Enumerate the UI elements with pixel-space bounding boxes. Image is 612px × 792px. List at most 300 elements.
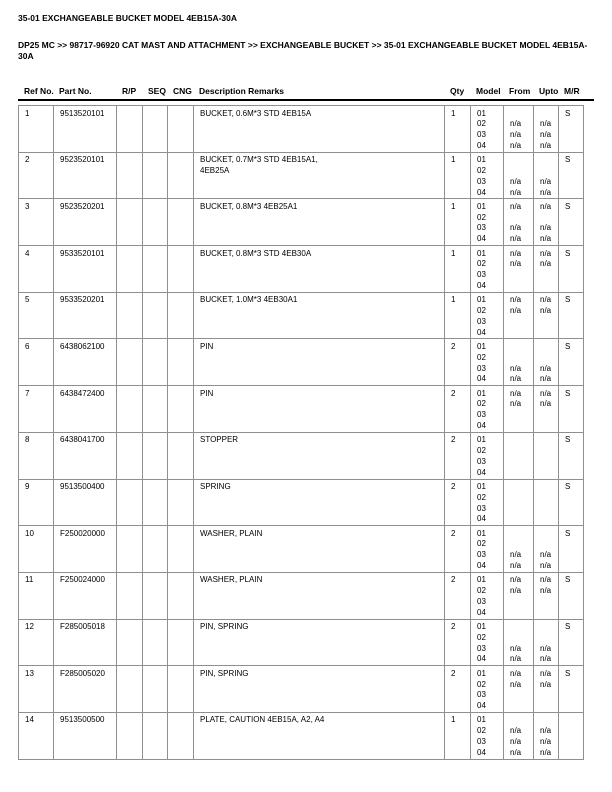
from-cell <box>504 619 534 666</box>
cng-cell <box>168 106 194 153</box>
upto-value <box>540 213 557 224</box>
seq-value <box>149 155 166 166</box>
from-value: n/a <box>510 747 522 757</box>
from-value <box>510 608 532 619</box>
mr-value: S <box>565 435 571 445</box>
rp-value <box>123 109 141 120</box>
mr-cell <box>559 199 584 246</box>
cng-value <box>174 389 192 400</box>
from-cell <box>504 246 534 293</box>
upto-value: n/a <box>540 586 552 596</box>
rp-cell <box>117 666 143 713</box>
upto-cell <box>534 619 559 666</box>
part-value: F285005018 <box>60 622 105 632</box>
from-cell <box>504 199 534 246</box>
model-value: 02 <box>477 586 486 596</box>
cng-value <box>174 435 192 446</box>
model-value: 03 <box>477 737 486 747</box>
ref-cell <box>19 479 54 526</box>
from-value <box>510 514 532 525</box>
desc-cell <box>194 526 445 573</box>
from-value <box>510 435 532 446</box>
rp-cell <box>117 479 143 526</box>
from-value: n/a <box>510 176 522 186</box>
upto-value <box>540 701 557 712</box>
rp-value <box>123 202 141 213</box>
from-value: n/a <box>510 374 522 384</box>
seq-cell <box>143 339 168 386</box>
from-value <box>510 281 532 292</box>
desc-cell <box>194 572 445 619</box>
upto-value: n/a <box>540 747 552 757</box>
desc-cell <box>194 619 445 666</box>
upto-value <box>540 446 557 457</box>
from-value <box>510 482 532 493</box>
model-value: 01 <box>477 388 486 398</box>
mr-value: S <box>565 622 571 632</box>
cng-cell <box>168 666 194 713</box>
cng-value <box>174 622 192 633</box>
table-row <box>19 432 584 479</box>
seq-cell <box>143 386 168 433</box>
upto-value <box>540 529 557 540</box>
qty-value: 1 <box>451 155 456 165</box>
rp-value <box>123 669 141 680</box>
cng-value <box>174 342 192 353</box>
from-cell <box>504 292 534 339</box>
rp-value <box>123 482 141 493</box>
rp-value <box>123 249 141 260</box>
desc-cell <box>194 666 445 713</box>
upto-value <box>540 597 557 608</box>
upto-value: n/a <box>540 259 552 269</box>
column-header-model: Model <box>476 86 501 96</box>
column-header-mr: M/R <box>564 86 580 96</box>
model-value: 04 <box>477 234 486 244</box>
cng-cell <box>168 712 194 759</box>
from-value: n/a <box>510 130 522 140</box>
model-value: 02 <box>477 165 486 175</box>
seq-cell <box>143 106 168 153</box>
from-value <box>510 622 532 633</box>
mr-value: S <box>565 341 571 351</box>
desc-value: BUCKET, 0.8M*3 STD 4EB30A <box>200 248 312 258</box>
upto-value: n/a <box>540 550 552 560</box>
seq-value <box>149 249 166 260</box>
model-value: 03 <box>477 176 486 186</box>
model-value: 01 <box>477 108 486 118</box>
cng-cell <box>168 619 194 666</box>
part-value: 6438041700 <box>60 435 105 445</box>
model-value: 02 <box>477 212 486 222</box>
qty-cell <box>445 479 471 526</box>
upto-value: n/a <box>540 679 552 689</box>
from-value: n/a <box>510 259 522 269</box>
qty-cell <box>445 199 471 246</box>
from-value: n/a <box>510 388 522 398</box>
ref-value: 7 <box>25 388 30 398</box>
model-cell <box>471 106 504 153</box>
mr-cell <box>559 292 584 339</box>
model-value: 03 <box>477 130 486 140</box>
mr-cell <box>559 619 584 666</box>
desc-value: BUCKET, 0.8M*3 4EB25A1 <box>200 201 298 211</box>
qty-cell <box>445 712 471 759</box>
seq-value <box>149 715 166 726</box>
from-value <box>510 701 532 712</box>
ref-value: 4 <box>25 248 30 258</box>
seq-value <box>149 529 166 540</box>
qty-value: 2 <box>451 482 456 491</box>
mr-value: S <box>565 108 571 118</box>
from-cell <box>504 432 534 479</box>
ref-value: 10 <box>25 528 34 538</box>
column-header-qty: Qty <box>450 86 465 96</box>
from-value: n/a <box>510 223 522 233</box>
ref-cell <box>19 572 54 619</box>
upto-value <box>540 457 557 468</box>
upto-value <box>540 109 557 120</box>
model-value: 01 <box>477 668 486 678</box>
from-value <box>510 213 532 224</box>
ref-value: 12 <box>25 622 34 632</box>
from-value <box>510 410 532 421</box>
from-value <box>510 597 532 608</box>
ref-cell <box>19 386 54 433</box>
from-value: n/a <box>510 140 522 150</box>
ref-cell <box>19 106 54 153</box>
cng-cell <box>168 432 194 479</box>
upto-value: n/a <box>540 201 552 211</box>
part-cell <box>54 666 117 713</box>
ref-value: 1 <box>25 108 30 118</box>
part-cell <box>54 432 117 479</box>
rp-value <box>123 529 141 540</box>
ref-value: 3 <box>25 201 30 211</box>
desc-value: BUCKET, 0.6M*3 STD 4EB15A <box>200 108 312 118</box>
rp-value <box>123 575 141 586</box>
from-value: n/a <box>510 295 522 305</box>
from-value: n/a <box>510 737 522 747</box>
upto-value: n/a <box>540 561 552 571</box>
upto-cell <box>534 526 559 573</box>
from-value: n/a <box>510 550 522 560</box>
mr-cell <box>559 572 584 619</box>
model-value: 02 <box>477 679 486 689</box>
cng-cell <box>168 526 194 573</box>
model-value: 03 <box>477 223 486 233</box>
part-value: 9513500500 <box>60 715 105 725</box>
model-value: 01 <box>477 575 486 585</box>
upto-value <box>540 493 557 504</box>
from-value <box>510 109 532 120</box>
model-value: 02 <box>477 446 486 456</box>
model-cell <box>471 199 504 246</box>
upto-cell <box>534 572 559 619</box>
cng-cell <box>168 199 194 246</box>
qty-cell <box>445 386 471 433</box>
model-value: 04 <box>477 187 486 197</box>
from-value <box>510 270 532 281</box>
model-value: 04 <box>477 701 486 711</box>
model-value: 02 <box>477 492 486 502</box>
model-value: 01 <box>477 155 486 165</box>
from-cell <box>504 339 534 386</box>
from-value <box>510 690 532 701</box>
model-value: 02 <box>477 352 486 362</box>
desc-cell <box>194 199 445 246</box>
upto-value: n/a <box>540 295 552 305</box>
upto-value: n/a <box>540 140 552 150</box>
from-value: n/a <box>510 234 522 244</box>
model-value: 02 <box>477 539 486 549</box>
from-cell <box>504 479 534 526</box>
cng-value <box>174 249 192 260</box>
upto-value <box>540 328 557 339</box>
from-cell <box>504 666 534 713</box>
column-header-seq: SEQ <box>148 86 166 96</box>
upto-value <box>540 514 557 525</box>
model-value: 03 <box>477 456 486 466</box>
ref-value: 13 <box>25 668 34 678</box>
table-row <box>19 339 584 386</box>
part-cell <box>54 339 117 386</box>
model-value: 04 <box>477 374 486 384</box>
model-cell <box>471 572 504 619</box>
upto-value: n/a <box>540 223 552 233</box>
column-header-part: Part No. <box>59 86 92 96</box>
desc-value: SPRING <box>200 482 231 491</box>
upto-value <box>540 421 557 432</box>
from-value <box>510 468 532 479</box>
seq-value <box>149 389 166 400</box>
upto-cell <box>534 386 559 433</box>
part-cell <box>54 199 117 246</box>
seq-value <box>149 202 166 213</box>
part-cell <box>54 152 117 199</box>
upto-cell <box>534 246 559 293</box>
table-row <box>19 479 584 526</box>
ref-cell <box>19 526 54 573</box>
from-value <box>510 539 532 550</box>
model-value: 04 <box>477 280 486 290</box>
upto-value <box>540 353 557 364</box>
model-cell <box>471 339 504 386</box>
from-value <box>510 457 532 468</box>
desc-cell <box>194 479 445 526</box>
model-value: 03 <box>477 550 486 560</box>
from-cell <box>504 152 534 199</box>
upto-cell <box>534 666 559 713</box>
part-value: F285005020 <box>60 668 105 678</box>
from-value <box>510 529 532 540</box>
model-value: 02 <box>477 726 486 736</box>
qty-value: 1 <box>451 715 456 725</box>
upto-value <box>540 410 557 421</box>
ref-value: 6 <box>25 341 30 351</box>
ref-cell <box>19 619 54 666</box>
from-cell <box>504 572 534 619</box>
mr-value: S <box>565 295 571 305</box>
ref-cell <box>19 432 54 479</box>
seq-value <box>149 109 166 120</box>
model-value: 01 <box>477 435 486 445</box>
model-value: 03 <box>477 503 486 513</box>
cng-value <box>174 669 192 680</box>
qty-cell <box>445 526 471 573</box>
part-cell <box>54 386 117 433</box>
mr-value: S <box>565 388 571 398</box>
ref-cell <box>19 152 54 199</box>
column-header-upto: Upto <box>539 86 559 96</box>
part-value: F250024000 <box>60 575 105 585</box>
mr-value: S <box>565 201 571 211</box>
mr-value <box>565 715 582 726</box>
mr-cell <box>559 479 584 526</box>
from-value <box>510 328 532 339</box>
upto-value <box>540 482 557 493</box>
rp-cell <box>117 106 143 153</box>
model-cell <box>471 619 504 666</box>
part-value: 9513520101 <box>60 108 105 118</box>
table-row <box>19 526 584 573</box>
desc-value: WASHER, PLAIN <box>200 575 263 585</box>
model-cell <box>471 666 504 713</box>
model-value: 01 <box>477 528 486 538</box>
seq-value <box>149 482 166 493</box>
upto-value: n/a <box>540 248 552 258</box>
rp-cell <box>117 292 143 339</box>
cng-cell <box>168 152 194 199</box>
model-value: 04 <box>477 747 486 757</box>
qty-cell <box>445 572 471 619</box>
model-cell <box>471 386 504 433</box>
mr-value: S <box>565 155 571 165</box>
from-value: n/a <box>510 119 522 129</box>
upto-value <box>540 622 557 633</box>
from-value <box>510 421 532 432</box>
qty-cell <box>445 432 471 479</box>
desc-value: PIN <box>200 341 214 351</box>
from-value <box>510 715 532 726</box>
table-row <box>19 619 584 666</box>
ref-value: 2 <box>25 155 30 165</box>
parts-table-body <box>19 106 584 760</box>
table-row <box>19 666 584 713</box>
qty-value: 2 <box>451 388 456 398</box>
rp-cell <box>117 386 143 433</box>
upto-value: n/a <box>540 726 552 736</box>
part-value: F250020000 <box>60 528 105 538</box>
upto-value: n/a <box>540 654 552 664</box>
cng-cell <box>168 386 194 433</box>
upto-value <box>540 715 557 726</box>
model-value: 04 <box>477 421 486 431</box>
part-value: 9513500400 <box>60 482 105 491</box>
from-value: n/a <box>510 586 522 596</box>
ref-value: 5 <box>25 295 30 305</box>
qty-value: 2 <box>451 341 456 351</box>
from-value: n/a <box>510 654 522 664</box>
qty-value: 2 <box>451 668 456 678</box>
model-value: 04 <box>477 467 486 477</box>
model-value: 01 <box>477 715 486 725</box>
seq-value <box>149 622 166 633</box>
model-value: 02 <box>477 632 486 642</box>
model-value: 03 <box>477 363 486 373</box>
ref-value: 8 <box>25 435 30 445</box>
qty-cell <box>445 106 471 153</box>
model-value: 04 <box>477 654 486 664</box>
model-value: 02 <box>477 259 486 269</box>
upto-cell <box>534 479 559 526</box>
table-row <box>19 292 584 339</box>
qty-cell <box>445 666 471 713</box>
part-cell <box>54 572 117 619</box>
model-value: 03 <box>477 410 486 420</box>
cng-value <box>174 109 192 120</box>
column-header-ref: Ref No. <box>24 86 54 96</box>
model-cell <box>471 526 504 573</box>
mr-cell <box>559 666 584 713</box>
seq-cell <box>143 432 168 479</box>
model-value: 03 <box>477 270 486 280</box>
part-value: 6438062100 <box>60 341 105 351</box>
part-value: 9533520201 <box>60 295 105 305</box>
desc-value: PIN, SPRING <box>200 622 249 632</box>
upto-value <box>540 504 557 515</box>
model-value: 01 <box>477 295 486 305</box>
from-value <box>510 342 532 353</box>
table-row <box>19 106 584 153</box>
from-cell <box>504 526 534 573</box>
upto-value <box>540 468 557 479</box>
from-value <box>510 317 532 328</box>
model-value: 04 <box>477 514 486 524</box>
seq-cell <box>143 526 168 573</box>
mr-cell <box>559 106 584 153</box>
from-value: n/a <box>510 363 522 373</box>
from-value: n/a <box>510 668 522 678</box>
cng-cell <box>168 292 194 339</box>
qty-value: 1 <box>451 295 456 305</box>
page-title: 35-01 EXCHANGEABLE BUCKET MODEL 4EB15A-30A <box>18 13 238 23</box>
rp-cell <box>117 619 143 666</box>
from-cell <box>504 106 534 153</box>
from-value: n/a <box>510 575 522 585</box>
cng-value <box>174 155 192 166</box>
upto-cell <box>534 339 559 386</box>
qty-value: 1 <box>451 201 456 211</box>
upto-value: n/a <box>540 234 552 244</box>
ref-value: 11 <box>25 575 34 585</box>
column-header-cng: CNG <box>173 86 192 96</box>
upto-value: n/a <box>540 668 552 678</box>
ref-value: 14 <box>25 715 34 725</box>
qty-value: 2 <box>451 575 456 585</box>
seq-cell <box>143 619 168 666</box>
mr-cell <box>559 339 584 386</box>
rp-value <box>123 295 141 306</box>
from-value: n/a <box>510 201 522 211</box>
from-value <box>510 155 532 166</box>
qty-value: 1 <box>451 248 456 258</box>
rp-cell <box>117 199 143 246</box>
from-value <box>510 633 532 644</box>
part-cell <box>54 292 117 339</box>
mr-cell <box>559 432 584 479</box>
model-value: 02 <box>477 119 486 129</box>
